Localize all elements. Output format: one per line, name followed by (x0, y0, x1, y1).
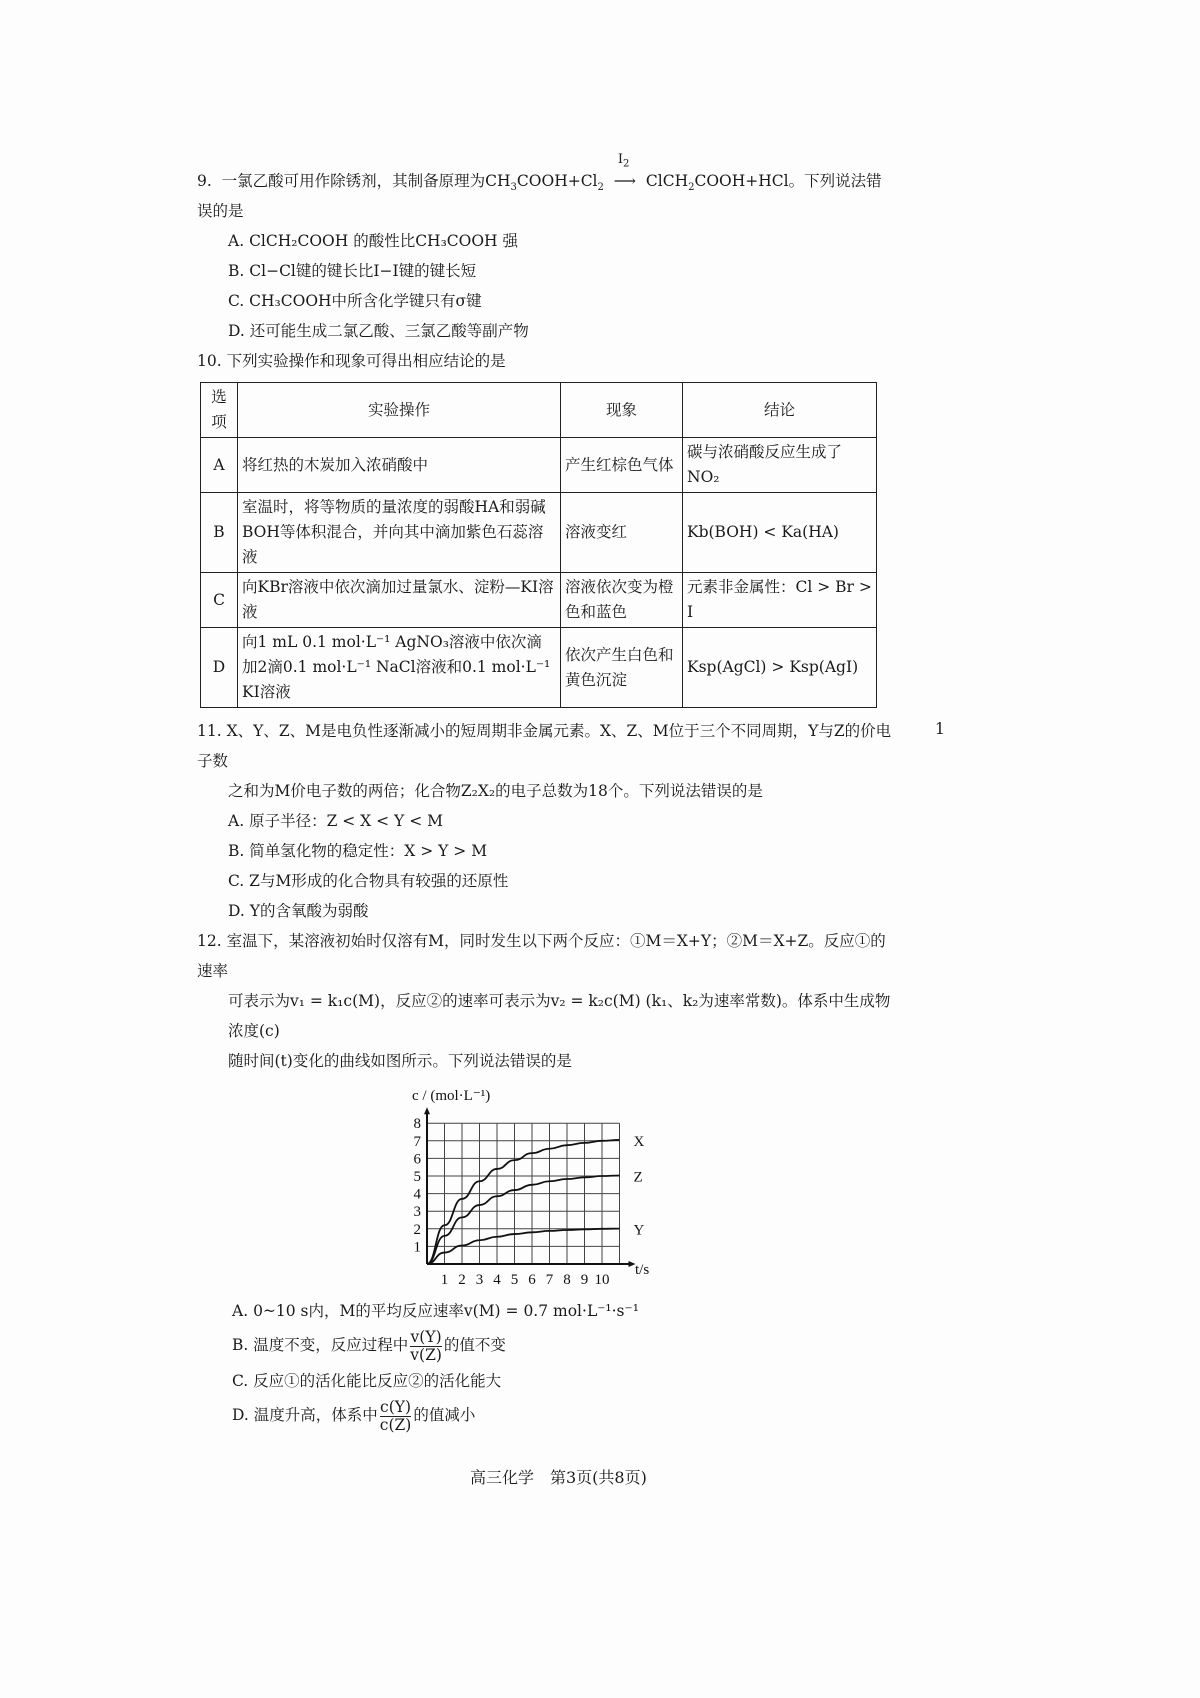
y-tick-label: 6 (413, 1151, 421, 1168)
cell-conclusion: 碳与浓硝酸反应生成了NO₂ (683, 438, 877, 493)
x-tick-label: 5 (510, 1272, 519, 1288)
y-tick-label: 1 (413, 1239, 421, 1256)
x-axis-label: t/s (635, 1262, 650, 1278)
q12-stem-line1: 12. 室温下，某溶液初始时仅溶有M，同时发生以下两个反应：①M＝X+Y；②M＝X+Z。反应①的速率 (197, 932, 886, 980)
cell-phenomenon: 溶液依次变为橙色和蓝色 (561, 573, 683, 628)
x-tick-label: 1 (440, 1272, 449, 1288)
cell-option: A (201, 438, 238, 493)
table-row (201, 438, 877, 493)
table-row (201, 493, 877, 573)
chart-axes (424, 1107, 636, 1267)
stem-text: COOH+Cl (516, 172, 598, 190)
cell-operation: 向1 mL 0.1 mol·L⁻¹ AgNO₃溶液中依次滴加2滴0.1 mol·L⁻¹ NaCl溶液和0.1 mol·L⁻¹ KI溶液 (238, 628, 561, 708)
concentration-time-chart (395, 1082, 675, 1292)
header-cell: 选项 (201, 383, 238, 438)
page-footer: 高三化学 第3页(共8页) (470, 1468, 647, 1487)
q12-option-b: B. 温度不变，反应过程中 $\frac{v(Y)}{v(Z)}$ 的值不变 (232, 1327, 506, 1364)
curve-z (427, 1175, 620, 1264)
cell-operation: 向KBr溶液中依次滴加过量氯水、淀粉—KI溶液 (238, 573, 561, 628)
fraction: $\frac{v(Y)}{v(Z)}$ (410, 1327, 442, 1364)
q9-option-b: B. Cl−Cl键的键长比I−I键的键长短 (228, 262, 477, 280)
q11-option-d: D. Y的含氧酸为弱酸 (228, 902, 369, 920)
cell-operation: 室温时，将等物质的量浓度的弱酸HA和弱碱BOH等体积混合，并向其中滴加紫色石蕊溶液 (238, 493, 561, 573)
chart-grid (427, 1123, 620, 1264)
q11-option-a: A. 原子半径：Z < X < Y < M (228, 812, 443, 830)
cell-option: C (201, 573, 238, 628)
q9-option-c: C. CH₃COOH中所含化学键只有σ键 (228, 292, 482, 310)
q11-option-c: C. Z与M形成的化合物具有较强的还原性 (228, 872, 509, 890)
q11-stem-line1: 11. X、Y、Z、M是电负性逐渐减小的短周期非金属元素。X、Z、M位于三个不同周期，Y与Z的价电子数 (197, 722, 892, 770)
y-tick-label: 8 (413, 1116, 421, 1133)
chart-curves (427, 1134, 645, 1264)
cell-phenomenon: 产生红棕色气体 (561, 438, 683, 493)
stem-text: ClCH (645, 172, 689, 190)
series-label-z: Z (633, 1169, 643, 1186)
x-tick-label: 9 (580, 1272, 589, 1288)
q10-table (200, 382, 877, 708)
table-header-row (201, 383, 877, 438)
q12-stem-line2: 可表示为v₁ = k₁c(M)，反应②的速率可表示为v₂ = k₂c(M) (k₁、k₂为速率常数)。体系中生成物浓度(c) (228, 992, 891, 1040)
page-content (197, 152, 897, 1490)
x-tick-label: 3 (475, 1272, 484, 1288)
x-tick-label: 8 (563, 1272, 571, 1288)
cell-conclusion: Kb(BOH) < Ka(HA) (683, 493, 877, 573)
q11-option-b: B. 简单氢化物的稳定性：X > Y > M (228, 842, 488, 860)
reaction-arrow: $I_2$ ⟶ (613, 152, 637, 190)
header-cell: 结论 (683, 383, 877, 438)
y-axis-arrow (424, 1107, 430, 1114)
x-tick-label: 2 (458, 1272, 466, 1288)
table-row (201, 628, 877, 708)
q11-stem-line2: 之和为M价电子数的两倍；化合物Z₂X₂的电子总数为18个。下列说法错误的是 (228, 782, 763, 800)
y-tick-label: 7 (413, 1133, 421, 1150)
y-tick-label: 5 (413, 1169, 421, 1185)
y-axis-label: c / (mol·L⁻¹) (412, 1088, 491, 1104)
q10-stem: 10. 下列实验操作和现象可得出相应结论的是 (197, 352, 506, 370)
cell-option: D (201, 628, 238, 708)
cell-phenomenon: 溶液变红 (561, 493, 683, 573)
x-tick-label: 10 (594, 1272, 610, 1288)
q12-option-c: C. 反应①的活化能比反应②的活化能大 (232, 1372, 502, 1390)
x-tick-label: 4 (493, 1272, 501, 1288)
fraction: $\frac{c(Y)}{c(Z)}$ (379, 1397, 412, 1434)
y-tick-label: 4 (413, 1186, 421, 1203)
q12-option-a: A. 0~10 s内，M的平均反应速率v(M) = 0.7 mol·L⁻¹·s⁻¹ (232, 1302, 639, 1320)
header-cell: 实验操作 (238, 383, 561, 438)
x-tick-label: 7 (545, 1272, 554, 1288)
q12-option-d: D. 温度升高，体系中 $\frac{c(Y)}{c(Z)}$ 的值减小 (232, 1397, 476, 1434)
cell-operation: 将红热的木炭加入浓硝酸中 (238, 438, 561, 493)
x-tick-label: 6 (528, 1272, 536, 1288)
margin-mark: 1 (935, 720, 945, 738)
q9-stem: 9. 一氯乙酸可用作除锈剂，其制备原理为$CH_3COOH+Cl_2$ $I_2$ ⟶ ClCH$_2$COOH+HCl。下列说法错误的是 (197, 152, 882, 220)
header-cell: 现象 (561, 383, 683, 438)
q9-option-d: D. 还可能生成二氯乙酸、三氯乙酸等副产物 (228, 322, 529, 340)
q12-stem-line3: 随时间(t)变化的曲线如图所示。下列说法错误的是 (228, 1052, 572, 1070)
q9-option-a: A. ClCH₂COOH 的酸性比CH₃COOH 强 (228, 232, 518, 250)
stem-text: COOH+HCl。下列说法错误的是 (197, 172, 882, 220)
cell-conclusion: Ksp(AgCl) > Ksp(AgI) (683, 628, 877, 708)
series-label-x: X (633, 1133, 645, 1150)
series-label-y: Y (633, 1222, 645, 1239)
question-number: 9. (197, 172, 212, 190)
y-tick-label: 2 (413, 1221, 421, 1238)
chart-ticks (414, 1116, 610, 1288)
y-tick-label: 3 (413, 1204, 421, 1221)
cell-option: B (201, 493, 238, 573)
stem-text: 一氯乙酸可用作除锈剂，其制备原理为CH (221, 172, 511, 190)
table-row (201, 573, 877, 628)
cell-conclusion: 元素非金属性：Cl > Br > I (683, 573, 877, 628)
catalyst: $I_2$ (617, 152, 630, 170)
cell-phenomenon: 依次产生白色和黄色沉淀 (561, 628, 683, 708)
